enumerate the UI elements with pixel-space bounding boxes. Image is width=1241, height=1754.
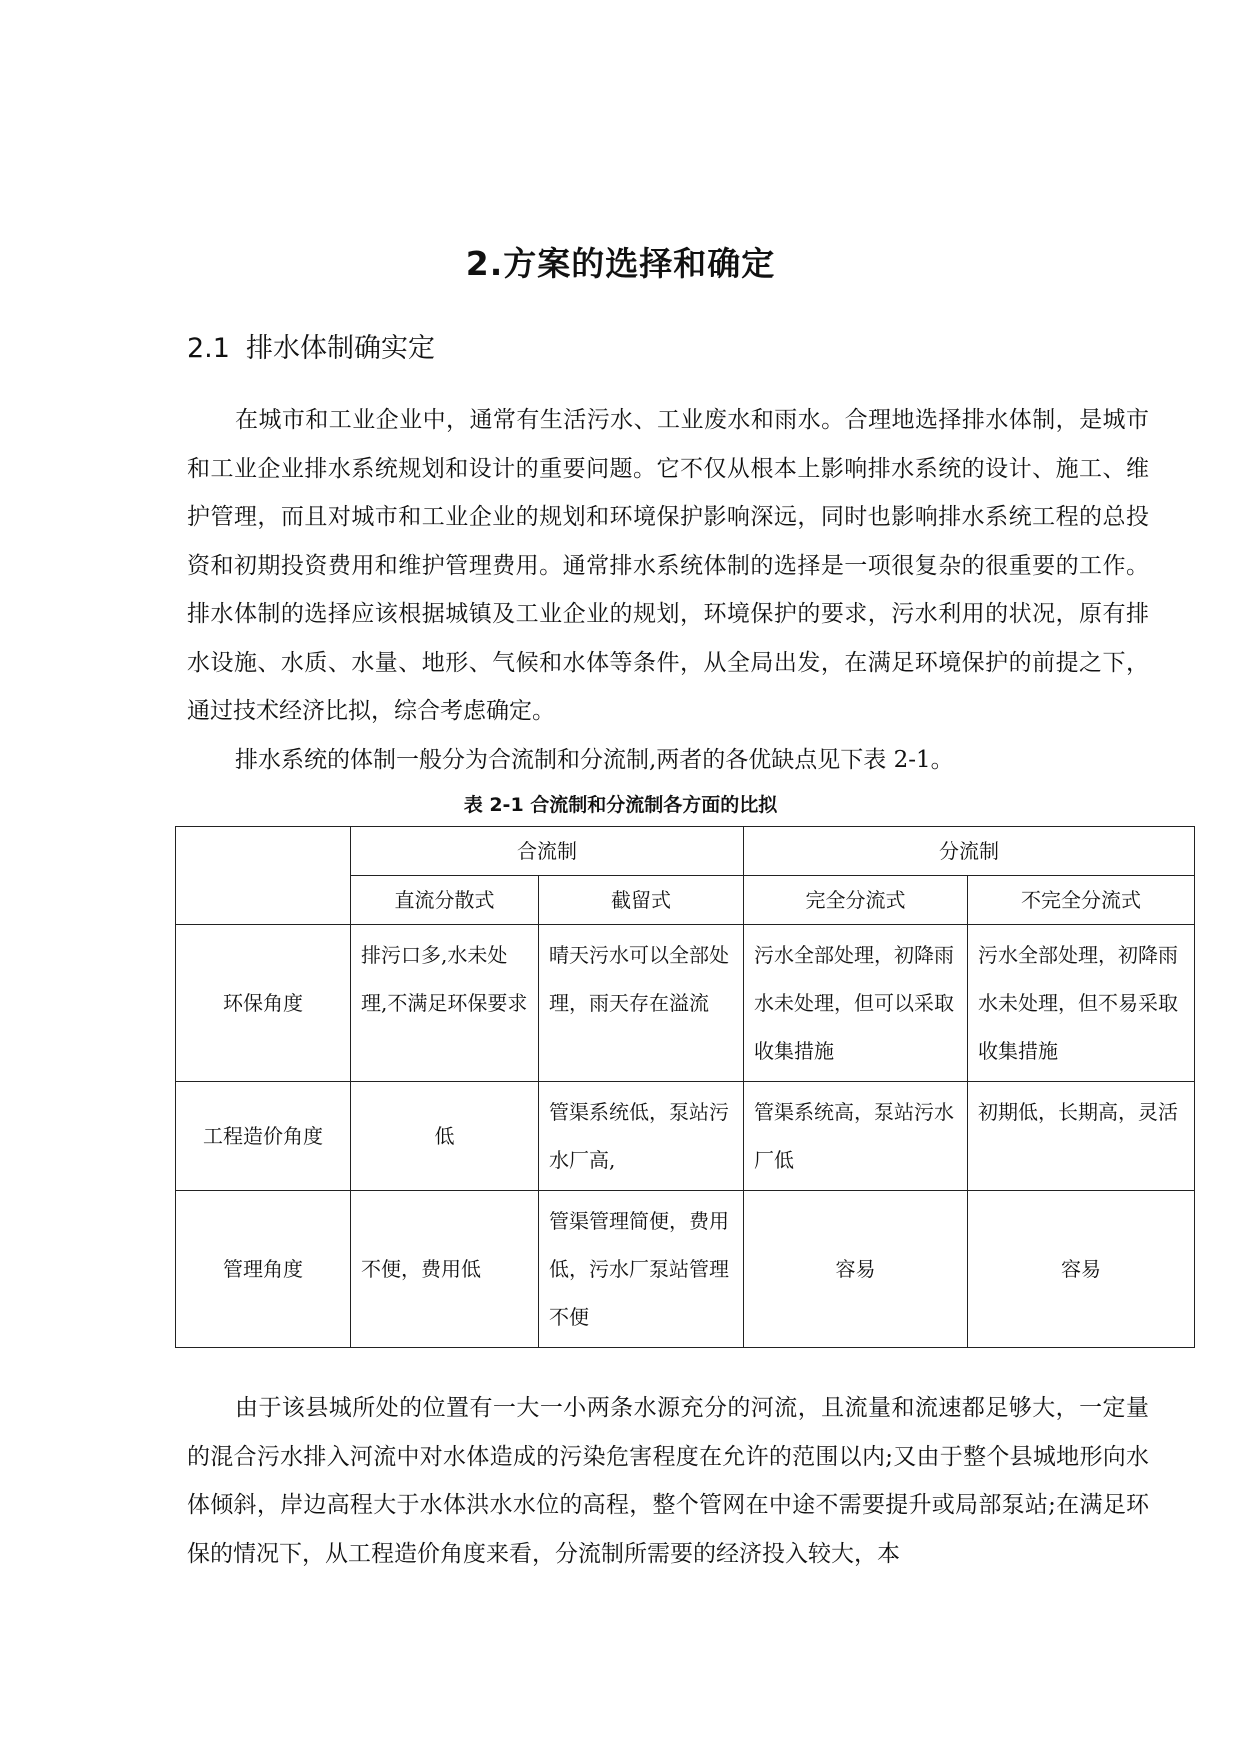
table-cell: 污水全部处理，初降雨水未处理，但可以采取收集措施 (744, 925, 968, 1082)
section-heading (187, 326, 435, 365)
subheader-cell: 截留式 (539, 876, 744, 925)
table-cell: 管渠系统低，泵站污水厂高, (539, 1082, 744, 1191)
table-corner-cell (176, 827, 351, 925)
paragraph: 在城市和工业企业中，通常有生活污水、工业废水和雨水。合理地选择排水体制，是城市和工业企业排水系统规划和设计的重要问题。它不仅从根本上影响排水系统的设计、施工、维护管理，而且对城市和工业企业的规划和环境保护影响深远，同时也影响排水系统工程的总投资和初期投资费用和维护管理费用。通常排水系统体制的选择是一项很复杂的很重要的工作。排水体制的选择应该根据城镇及工业企业的规划，环境保护的要求，污水利用的状况，原有排水设施、水质、水量、地形、气候和水体等条件，从全局出发，在满足环境保护的前提之下，通过技术经济比拟，综合考虑确定。 (187, 407, 1149, 724)
section-number: 2.1 (187, 333, 230, 364)
table-cell: 低 (351, 1082, 539, 1191)
table-cell: 排污口多,水未处理,不满足环保要求 (351, 925, 539, 1082)
paragraph: 由于该县城所处的位置有一大一小两条水源充分的河流，且流量和流速都足够大，一定量的混合污水排入河流中对水体造成的污染危害程度在允许的范围以内;又由于整个县城地形向水体倾斜，岸边高程大于水体洪水水位的高程，整个管网在中途不需要提升或局部泵站;在满足环保的情况下，从工程造价角度来看，分流制所需要的经济投入较大，本 (187, 1395, 1149, 1567)
table-header-row (176, 827, 1195, 876)
paragraph: 排水系统的体制一般分为合流制和分流制,两者的各优缺点见下表 2-1。 (235, 746, 954, 773)
section-title: 排水体制确实定 (245, 333, 435, 364)
row-label-cell: 工程造价角度 (176, 1082, 351, 1191)
subheader-cell: 直流分散式 (351, 876, 539, 925)
table-cell: 管渠系统高，泵站污水厂低 (744, 1082, 968, 1191)
table-cell: 容易 (968, 1191, 1195, 1348)
table-cell: 晴天污水可以全部处理，雨天存在溢流 (539, 925, 744, 1082)
table-caption: 表 2-1 合流制和分流制各方面的比拟 (463, 794, 778, 816)
row-label-cell: 环保角度 (176, 925, 351, 1082)
table-cell: 不便，费用低 (351, 1191, 539, 1348)
body-text-upper (187, 396, 1149, 784)
table-cell: 初期低，长期高，灵活 (968, 1082, 1195, 1191)
chapter-title: 2.方案的选择和确定 (465, 244, 776, 283)
subheader-cell: 不完全分流式 (968, 876, 1195, 925)
table-row (176, 925, 1195, 1082)
table-cell: 管渠管理简便，费用低，污水厂泵站管理不便 (539, 1191, 744, 1348)
comparison-table (175, 826, 1195, 1348)
table-cell: 容易 (744, 1191, 968, 1348)
body-text-lower (187, 1384, 1149, 1578)
subheader-cell: 完全分流式 (744, 876, 968, 925)
table-cell: 污水全部处理，初降雨水未处理，但不易采取收集措施 (968, 925, 1195, 1082)
group-header-cell: 合流制 (351, 827, 744, 876)
row-label-cell: 管理角度 (176, 1191, 351, 1348)
group-header-cell: 分流制 (744, 827, 1195, 876)
table-row (176, 1191, 1195, 1348)
table-row (176, 1082, 1195, 1191)
